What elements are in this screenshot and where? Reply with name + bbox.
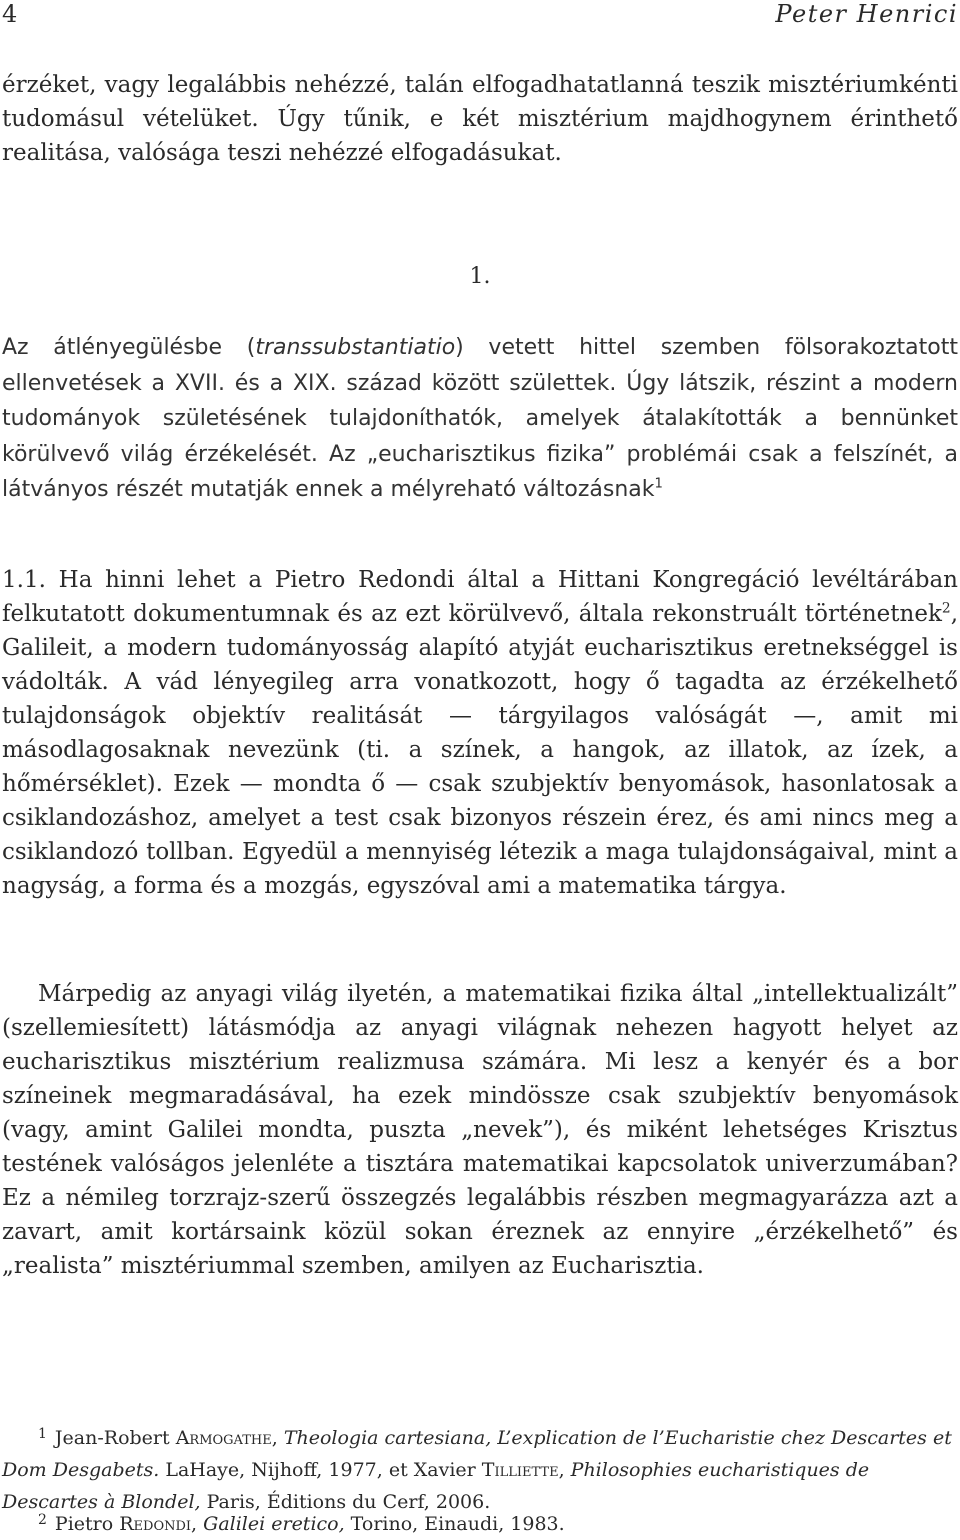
section-paragraph-2: 1.1. Ha hinni lehet a Pietro Redondi által a Hittani Kongregáció levéltárában felkutatott dokumentumnak és az ezt körülvevő, általa rekonstruált történetnek$^2$, Galileit, a modern tudományosság alapító atyját eucharisztikus eretnekséggel is vádolták. A vád lényegileg arra vonatkozott, hogy ő tagadta az érzékelhető tulajdonságok objektív realitását — tárgyilagos valóságát —, amit mi másodlagosaknak nevezünk (ti. a színek, a hangok, az illatok, az ízek, a hőmérséklet). Ezek — mondta ő — csak szubjektív benyomások, hasonlatosak a csiklandozáshoz, amelyet a test csak bizonyos részein érez, és ami nincs meg a csiklandozó tollban. Egyedül a mennyiség létezik a maga tulajdonságaival, mint a nagyság, a forma és a mozgás, egyszóval ami a matematika tárgya. (2, 567, 958, 899)
intro-paragraph: érzéket, vagy legalábbis nehézzé, talán elfogadhatatlanná teszik misztériumkénti tudomásul vételüket. Úgy tűnik, e két misztérium majdhogynem érinthető realitása, valósága teszi nehézzé elfogadásukat. (2, 72, 958, 166)
running-header-author: Peter Henrici (775, 0, 958, 28)
section-paragraph-3: Márpedig az anyagi világ ilyetén, a matematikai fizika által „intellektualizált” (szellemiesített) látásmódja az anyagi világnak nehezen hagyott helyet az eucharisztikus misztérium realizmusa számára. Mi lesz a kenyér és a bor színeinek megmaradásával, ha ezek mindössze csak szubjektív benyomások (vagy, amint Galilei mondta, puszta „nevek”), és miként lehetséges Krisztus testének valóságos jelenléte a tisztára matematikai kapcsolatok univerzumában? Ez a némileg torzrajz-szerű összegzés legalábbis részben megmagyarázza azt a zavart, amit kortársaink közül sokan éreznek az ennyire „érzékelhető” és „realista” misztériummal szemben, amilyen az Eucharisztia. (2, 981, 958, 1279)
footnote-1-mark: 1 (38, 1426, 47, 1442)
running-header (2, 0, 960, 36)
footnote-ref-2[interactable]: 2 (941, 600, 951, 617)
footnote-ref-1[interactable]: 1 (654, 477, 663, 493)
section-heading: 1. (469, 264, 491, 289)
footnote-2-mark: 2 (38, 1512, 47, 1528)
page-number: 4 (2, 0, 18, 28)
section-paragraph-1: Az átlényegülésbe (transsubstantiatio) vetett hittel szemben fölsorakoztatott ellenvetések a XVII. és a XIX. század között születtek. Úgy látszik, részint a modern tudományok születésének tulajdoníthatók, amelyek átalakították a bennünket körülvevő világ érzékelését. Az „eucharisztikus fizika” problémái csak a felszínét, a látványos részét mutatják ennek a mélyreható változásnak$^1$ (2, 335, 958, 503)
subsection-label: 1.1. (2, 567, 46, 593)
footnote-1: $^1$ Jean-Robert Armogathe, Theologia cartesiana, L’explication de l’Eucharistie chez Descartes et Dom Desgabets. LaHaye, Nijhoff, 1977, et Xavier Tilliette, Philosophies eucharistiques de Descartes à Blondel, Paris, Éditions du Cerf, 2006. (2, 1426, 952, 1513)
footnote-2: $^2$ Pietro Redondi, Galilei eretico, Torino, Einaudi, 1983. (38, 1512, 565, 1535)
